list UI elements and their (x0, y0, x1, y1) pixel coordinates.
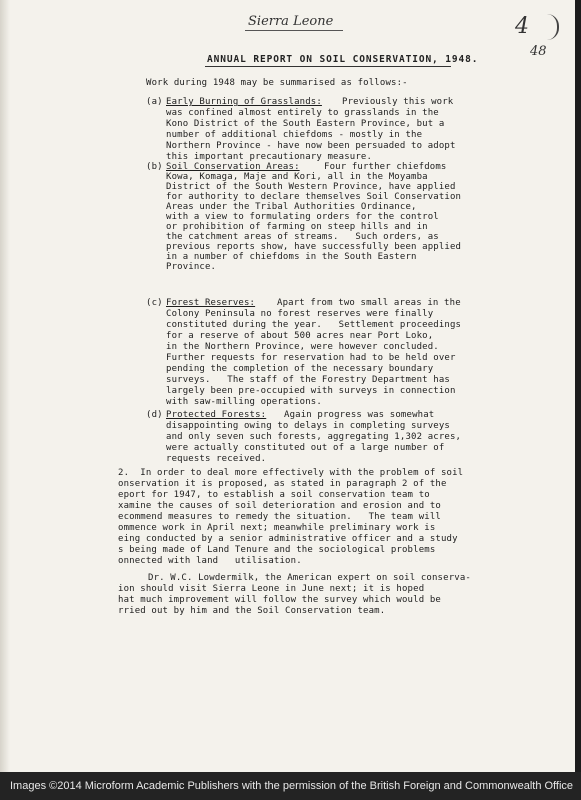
section-line: Northern Province - have now been persuaded to adopt (166, 141, 456, 151)
paragraph-line: 2. In order to deal more effectively with the problem of soil (118, 468, 464, 478)
section-marker: (d) (146, 410, 163, 420)
section-line: for authority to declare themselves Soil Conservation (166, 192, 462, 202)
section-line: the catchment areas of streams. Such orders, as (166, 232, 439, 242)
section-line: Kowa, Komaga, Maje and Kori, all in the Moyamba (166, 172, 428, 182)
section-line: surveys. The staff of the Forestry Department has (166, 375, 450, 385)
section-line: and only seven such forests, aggregating 1,302 acres, (166, 432, 462, 442)
section-line: with a view to formulating orders for the control (166, 212, 439, 222)
handwritten-folio: 4 (515, 14, 529, 39)
section-line: number of additional chiefdoms - mostly in the (166, 130, 423, 140)
paragraph-line: hat much improvement will follow the survey which would be (118, 595, 441, 605)
paragraph-line: ion should visit Sierra Leone in June next; it is hoped (118, 584, 425, 594)
section-line: or prohibition of farming on steep hills and in (166, 222, 428, 232)
paragraph-line: eing conducted by a senior administrative officer and a study (118, 534, 458, 544)
paragraph-line: Dr. W.C. Lowdermilk, the American expert on soil conserva- (148, 573, 471, 583)
section-heading: Forest Reserves: (166, 298, 256, 308)
section-line: was confined almost entirely to grasslands in the (166, 108, 439, 118)
section-line: Province. (166, 262, 217, 272)
section-heading: Soil Conservation Areas: (166, 162, 300, 172)
section-line: were actually constituted out of a large number of (166, 443, 445, 453)
section-line: largely been pre-occupied with surveys in connection (166, 386, 456, 396)
section-line: Previously this work (342, 97, 454, 107)
paragraph-line: ommence work in April next; meanwhile preliminary work is (118, 523, 436, 533)
section-line: Areas under the Tribal Authorities Ordinance, (166, 202, 417, 212)
title-underline (205, 66, 451, 67)
paragraph-line: ecommend measures to remedy the situation. The team will (118, 512, 441, 522)
section-line: in the Northern Province, were however concluded. (166, 342, 439, 352)
section-line: Four further chiefdoms (324, 162, 447, 172)
page-title: ANNUAL REPORT ON SOIL CONSERVATION, 1948. (207, 54, 479, 65)
handwritten-place-underline (245, 30, 343, 31)
section-heading: Early Burning of Grasslands: (166, 97, 322, 107)
handwritten-place: Sierra Leone (248, 14, 334, 29)
section-line: constituted during the year. Settlement proceedings (166, 320, 462, 330)
section-line: Again progress was somewhat (284, 410, 435, 420)
section-line: requests received. (166, 454, 267, 464)
section-heading: Protected Forests: (166, 410, 267, 420)
paragraph-line: rried out by him and the Soil Conservation team. (118, 606, 386, 616)
section-line: Further requests for reservation had to be held over (166, 353, 456, 363)
section-marker: (c) (146, 298, 163, 308)
intro-text: Work during 1948 may be summarised as follows:- (146, 78, 408, 88)
section-line: this important precautionary measure. (166, 152, 373, 162)
copyright-footer: Images ©2014 Microform Academic Publishers with the permission of the British Foreign and Commonwealth Office (0, 772, 581, 800)
section-line: Kono District of the South Eastern Province, but a (166, 119, 445, 129)
section-line: Colony Peninsula no forest reserves were finally (166, 309, 434, 319)
section-line: in a number of chiefdoms in the South Eastern (166, 252, 417, 262)
folio-mark (535, 14, 559, 40)
section-marker: (a) (146, 97, 163, 107)
section-line: District of the South Western Province, have applied (166, 182, 456, 192)
paragraph-line: s being made of Land Tenure and the sociological problems (118, 545, 436, 555)
paragraph-line: xamine the causes of soil deterioration and erosion and to (118, 501, 441, 511)
section-line: Apart from two small areas in the (277, 298, 461, 308)
section-line: disappointing owing to delays in completing surveys (166, 421, 450, 431)
section-line: pending the completion of the necessary boundary (166, 364, 434, 374)
scan-edge-shadow (0, 0, 10, 772)
section-marker: (b) (146, 162, 163, 172)
paragraph-line: eport for 1947, to establish a soil conservation team to (118, 490, 430, 500)
paragraph-line: onservation it is proposed, as stated in paragraph 2 of the (118, 479, 447, 489)
paragraph-line: onnected with land utilisation. (118, 556, 302, 566)
handwritten-folio-lower: 48 (530, 44, 547, 59)
section-line: previous reports show, have successfully been applied (166, 242, 462, 252)
section-line: with saw-milling operations. (166, 397, 322, 407)
section-line: for a reserve of about 500 acres near Port Loko, (166, 331, 434, 341)
